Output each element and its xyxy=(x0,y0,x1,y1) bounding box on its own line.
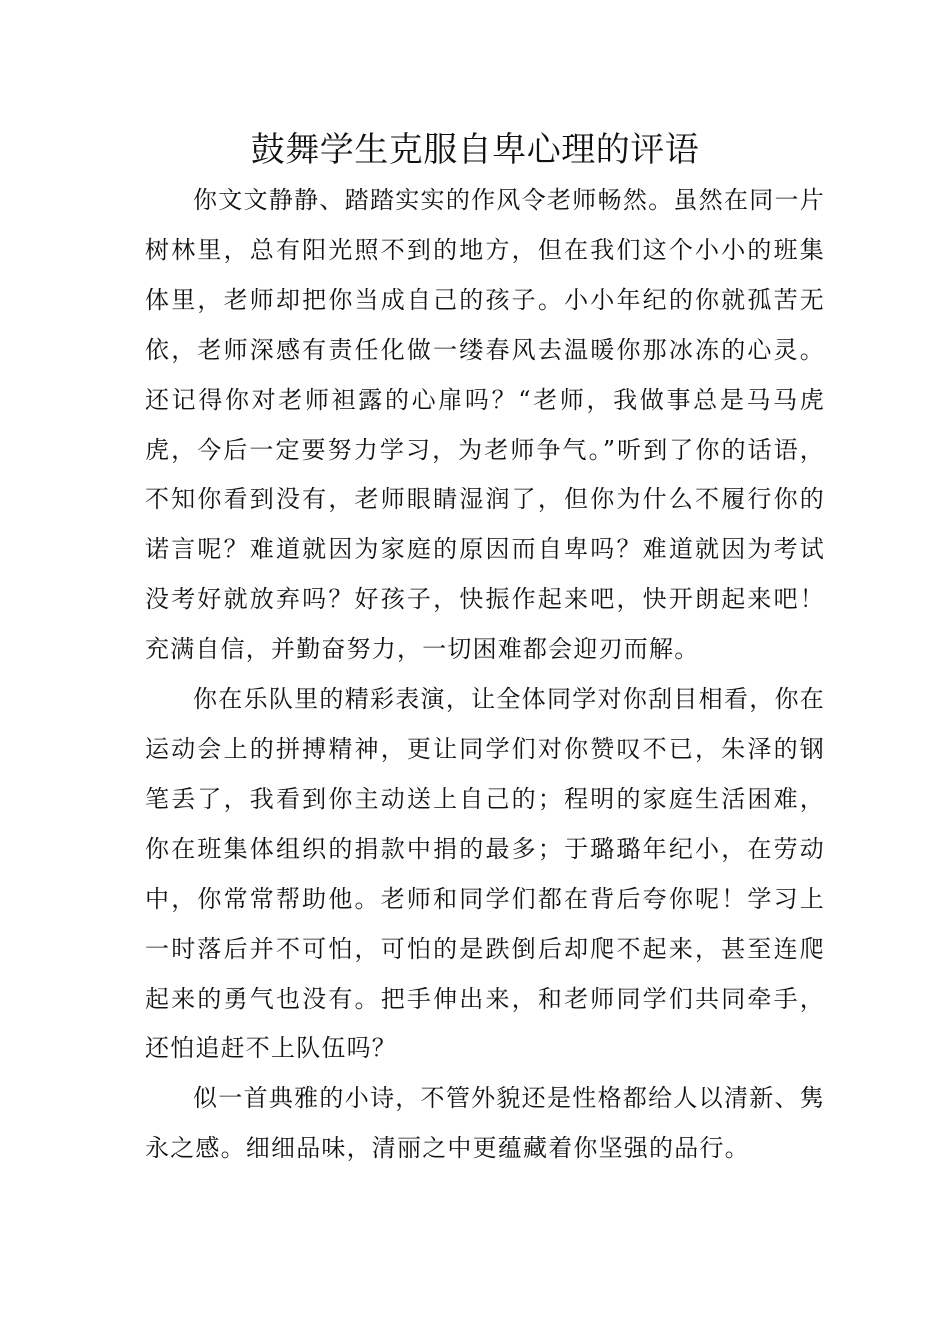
paragraph-1: 你文文静静、踏踏实实的作风令老师畅然。虽然在同一片树林里，总有阳光照不到的地方，但在我们这个小小的班集体里，老师却把你当成自己的孩子。小小年纪的你就孤苦无依，老师深感有责任化做一缕春风去温暖你那冰冻的心灵。还记得你对老师袒露的心扉吗？“老师，我做事总是马马虎虎，今后一定要努力学习，为老师争气。”听到了你的话语，不知你看到没有，老师眼睛湿润了，但你为什么不履行你的诺言呢？难道就因为家庭的原因而自卑吗？难道就因为考试没考好就放弃吗？好孩子，快振作起来吧，快开朗起来吧！充满自信，并勤奋努力，一切困难都会迎刃而解。 xyxy=(145,186,825,664)
paragraph-3: 似一首典雅的小诗，不管外貌还是性格都给人以清新、隽永之感。细细品味，清丽之中更蕴藏着你坚强的品行。 xyxy=(145,1084,825,1163)
paragraph-2: 你在乐队里的精彩表演，让全体同学对你刮目相看，你在运动会上的拼搏精神，更让同学们对你赞叹不已，朱泽的钢笔丢了，我看到你主动送上自己的；程明的家庭生活困难，你在班集体组织的捐款中捐的最多；于璐璐年纪小，在劳动中，你常常帮助他。老师和同学们都在背后夸你呢！学习上一时落后并不可怕，可怕的是跌倒后却爬不起来，甚至连爬起来的勇气也没有。把手伸出来，和老师同学们共同牵手，还怕追赶不上队伍吗？ xyxy=(145,685,825,1063)
document-body xyxy=(145,176,825,1174)
document-title: 鼓舞学生克服自卑心理的评语 xyxy=(250,130,700,170)
